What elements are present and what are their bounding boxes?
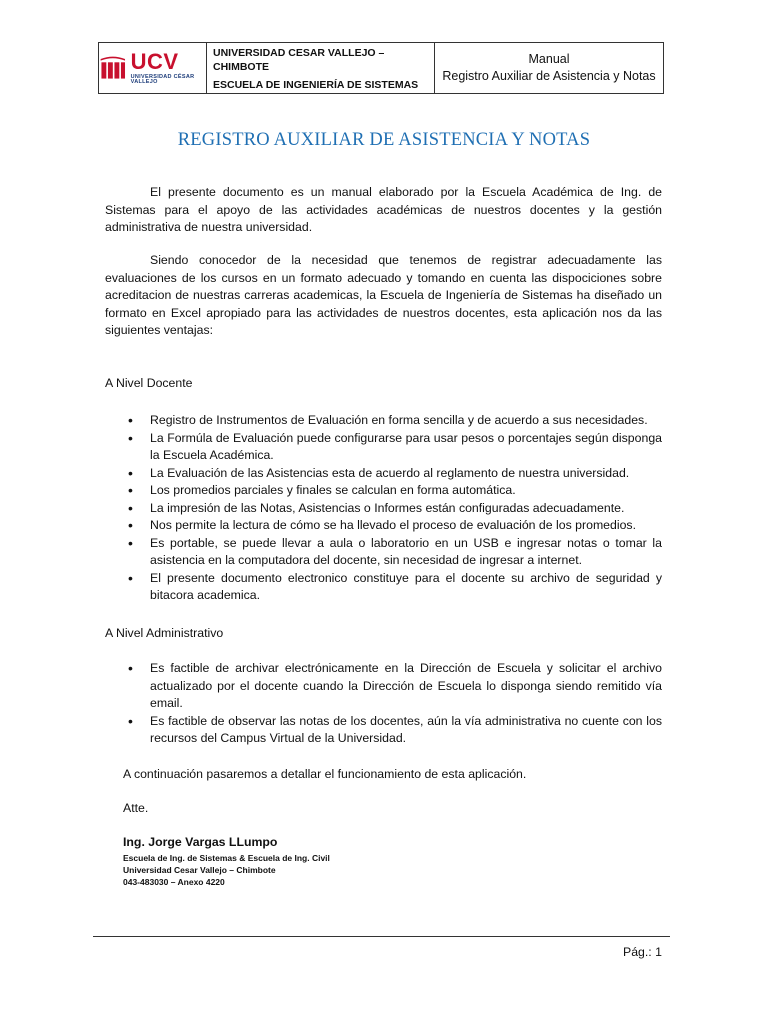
document-header (98, 42, 664, 94)
page-title: REGISTRO AUXILIAR DE ASISTENCIA Y NOTAS (177, 130, 591, 150)
institution-cell (207, 43, 435, 93)
bullet-icon: • (128, 712, 133, 729)
logo-brand: UCV (130, 48, 179, 74)
footer-divider (93, 936, 670, 937)
intro-text: El presente documento es un manual elaborado por la Escuela Académica de Ing. de Sistemas para el apoyo de las actividades académicas de nuestros docentes y la gestión administrativa de nuestra universidad. (105, 185, 662, 234)
institution-line1: UNIVERSIDAD CESAR VALLEJO – CHIMBOTE (213, 47, 385, 73)
list-item: • Los promedios parciales y finales se calculan en forma automática. (128, 482, 516, 498)
bullet-icon: • (128, 569, 133, 586)
logo-cell (99, 43, 207, 93)
list-item: • Es factible de observar las notas de los docentes, aún la vía administrativa no cuente con los recursos del Campus Virtual de la Universidad. (128, 712, 662, 745)
intro-paragraph (105, 184, 662, 237)
bullet-icon: • (128, 499, 133, 516)
administrativo-list (128, 660, 662, 748)
bullet-icon: • (128, 482, 133, 498)
section-heading-docente: A Nivel Docente (105, 376, 193, 390)
list-item: • Registro de Instrumentos de Evaluación en forma sencilla y de acuerdo a sus necesidades. (128, 412, 648, 428)
bullet-icon: • (128, 660, 133, 676)
doc-type: Manual (528, 52, 570, 66)
page-number: Pág.: 1 (623, 945, 662, 959)
list-item: • Es factible de archivar electrónicamente en la Dirección de Escuela y solicitar el archivo actualizado por el docente cuando la Dirección de Escuela lo disponga siendo remitido vía email. (128, 660, 662, 710)
context-text: Siendo conocedor de la necesidad que tenemos de registrar adecuadamente las evaluaciones de los cursos en un formato adecuado y tomando en cuenta las dispociciones sobre acreditacion de nuestras carreras academicas, la Escuela de Ingeniería de Sistemas ha diseñado un formato en Excel apropiado para las actividades de nuestros docentes, esta aplicación nos da las siguientes ventajas: (105, 253, 662, 337)
doc-info-cell (435, 43, 663, 93)
closing-text: A continuación pasaremos a detallar el funcionamiento de esta aplicación. (123, 767, 527, 781)
bullet-icon: • (128, 517, 133, 533)
section-heading-administrativo: A Nivel Administrativo (105, 626, 224, 640)
context-paragraph (105, 252, 662, 340)
list-item: • La Evaluación de las Asistencias esta de acuerdo al reglamento de nuestra universidad. (128, 464, 630, 481)
doc-subject: Registro Auxiliar de Asistencia y Notas (442, 69, 656, 83)
ucv-logo (99, 48, 206, 86)
list-item: • La Formúla de Evaluación puede configurarse para usar pesos o porcentajes según disponga la Escuela Académica. (128, 429, 662, 462)
list-item: • Es portable, se puede llevar a aula o laboratorio en un USB e ingresar notas o tomar la asistencia en la computadora del docente, sin necesidad de ingresar a internet. (128, 534, 662, 567)
list-item: • La impresión de las Notas, Asistencias o Informes están configuradas adecuadamente. (128, 499, 625, 516)
farewell-text: Atte. (123, 801, 149, 815)
signature-line3: 043-483030 – Anexo 4220 (123, 877, 225, 887)
institution-line2: ESCUELA DE INGENIERÍA DE SISTEMAS (213, 79, 419, 91)
logo-subtitle: UNIVERSIDAD CÉSAR VALLEJO (130, 73, 195, 85)
list-item: • Nos permite la lectura de cómo se ha llevado el proceso de evaluación de los promedios. (128, 517, 636, 533)
bullet-icon: • (128, 412, 133, 428)
bullet-icon: • (128, 464, 133, 481)
bullet-icon: • (128, 429, 133, 446)
signature-name: Ing. Jorge Vargas LLumpo (123, 835, 278, 849)
list-item: • El presente documento electronico constituye para el docente su archivo de seguridad y bitacora academica. (128, 569, 662, 602)
bullet-icon: • (128, 534, 133, 551)
signature-line1: Escuela de Ing. de Sistemas & Escuela de Ing. Civil (123, 853, 330, 863)
signature-line2: Universidad Cesar Vallejo – Chimbote (123, 865, 276, 875)
docente-list (128, 412, 662, 605)
ucv-emblem-icon (99, 53, 127, 83)
